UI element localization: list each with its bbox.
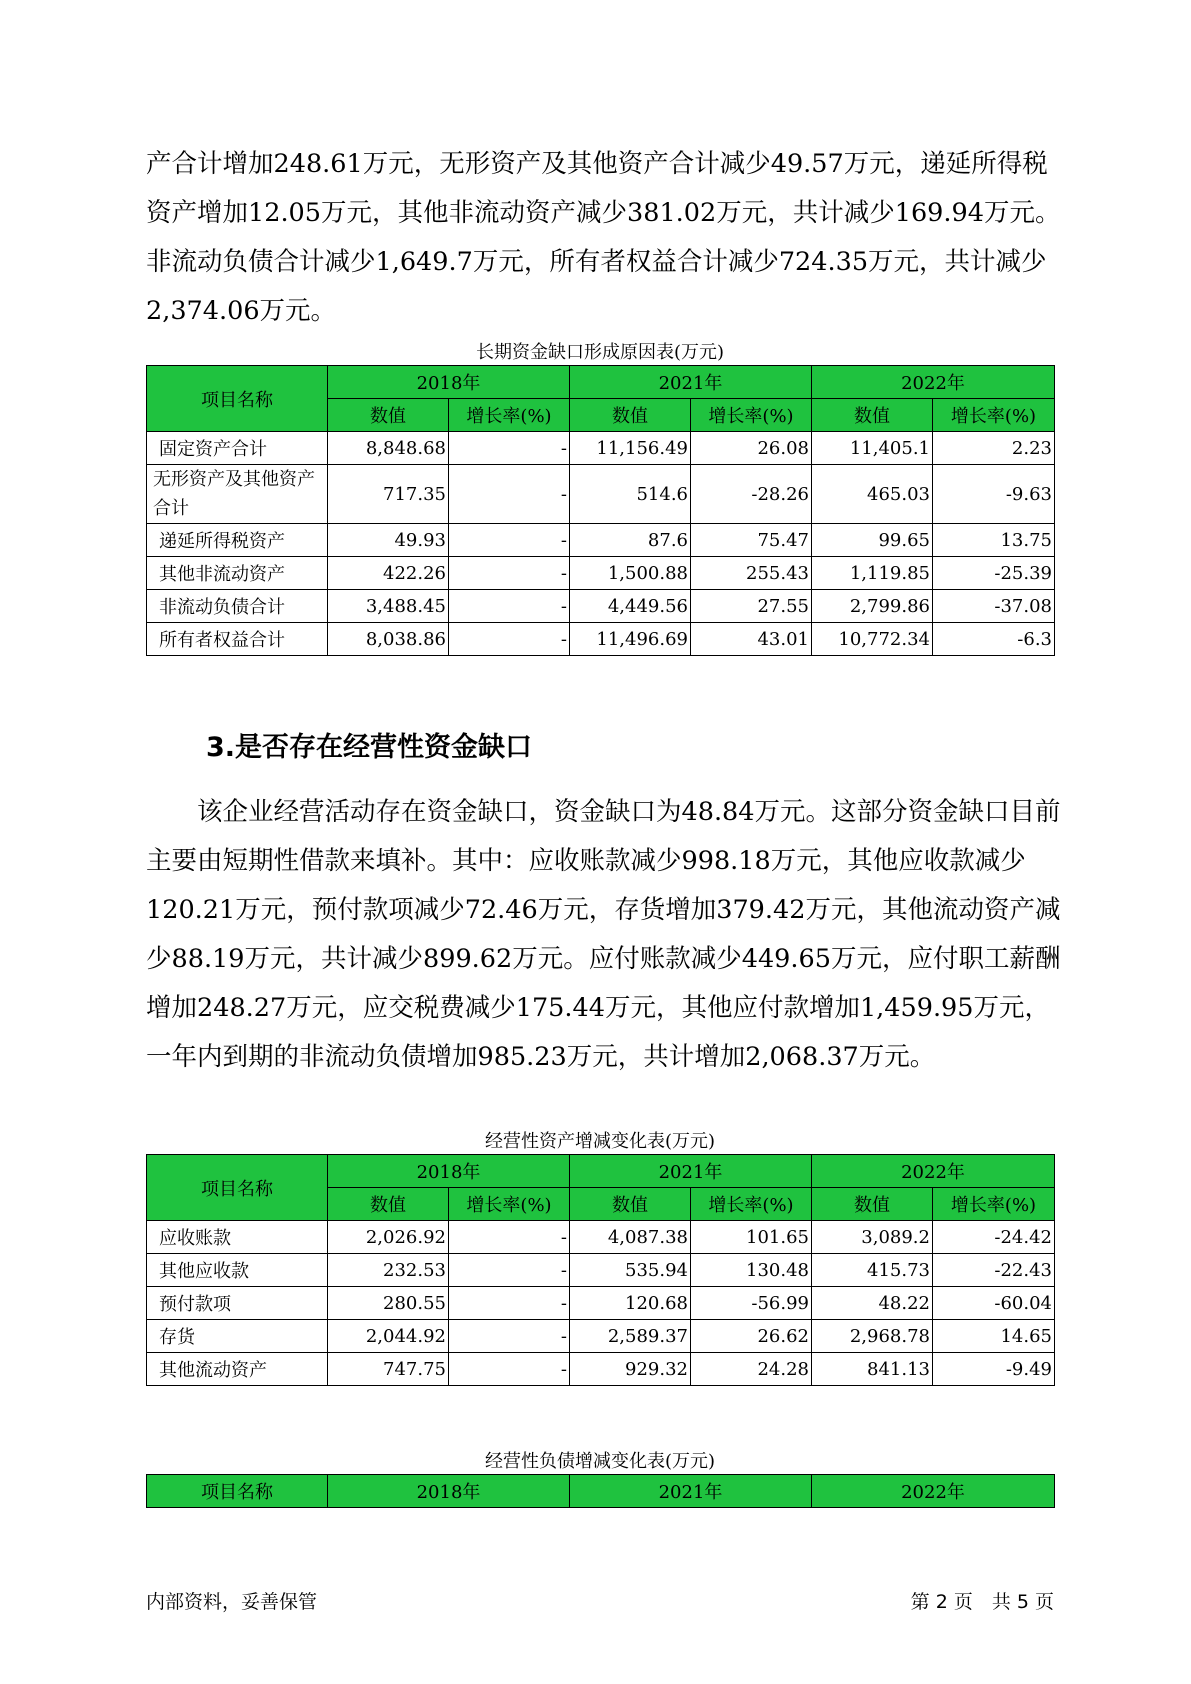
row-name: 固定资产合计 bbox=[147, 432, 328, 465]
cell-growth: 24.28 bbox=[691, 1353, 812, 1386]
year-header-2018: 2018年 bbox=[328, 366, 570, 399]
cell-value: 747.75 bbox=[328, 1353, 449, 1386]
cell-growth: 43.01 bbox=[691, 623, 812, 656]
table-row bbox=[147, 623, 1055, 656]
table-row bbox=[147, 590, 1055, 623]
item-name-header: 项目名称 bbox=[147, 366, 328, 432]
item-name-header: 项目名称 bbox=[147, 1155, 328, 1221]
cell-growth: -9.63 bbox=[933, 465, 1055, 524]
cell-value: 514.6 bbox=[570, 465, 691, 524]
cell-growth: 27.55 bbox=[691, 590, 812, 623]
cell-growth: - bbox=[449, 557, 570, 590]
table3-caption: 经营性负债增减变化表(万元) bbox=[484, 1451, 716, 1472]
cell-value: 4,449.56 bbox=[570, 590, 691, 623]
cell-value: 49.93 bbox=[328, 524, 449, 557]
value-header: 数值 bbox=[570, 1188, 691, 1221]
cell-growth: - bbox=[449, 590, 570, 623]
table-row bbox=[147, 557, 1055, 590]
row-name: 其他应收款 bbox=[147, 1254, 328, 1287]
year-header-2018: 2018年 bbox=[328, 1155, 570, 1188]
cell-value: 465.03 bbox=[812, 465, 933, 524]
row-name: 非流动负债合计 bbox=[147, 590, 328, 623]
cell-growth: - bbox=[449, 524, 570, 557]
cell-value: 3,089.2 bbox=[812, 1221, 933, 1254]
cell-growth: -28.26 bbox=[691, 465, 812, 524]
cell-value: 10,772.34 bbox=[812, 623, 933, 656]
row-name: 应收账款 bbox=[147, 1221, 328, 1254]
cell-value: 841.13 bbox=[812, 1353, 933, 1386]
value-header: 数值 bbox=[812, 1188, 933, 1221]
cell-growth: -9.49 bbox=[933, 1353, 1055, 1386]
row-name: 存货 bbox=[147, 1320, 328, 1353]
cell-growth: 13.75 bbox=[933, 524, 1055, 557]
section-paragraph: 该企业经营活动存在资金缺口，资金缺口为48.84万元。这部分资金缺口目前主要由短期性借款来填补。其中：应收账款减少998.18万元，其他应收款减少120.21万元，预付款项减少72.46万元，存货增加379.42万元，其他流动资产减少88.19万元，共计减少899.62万元。应付账款减少449.65万元，应付职工薪酬增加248.27万元，应交税费减少175.44万元，其他应付款增加1,459.95万元，一年内到期的非流动负债增加985.23万元，共计增加2,068.37万元。 bbox=[146, 797, 1061, 1072]
growth-header: 增长率(%) bbox=[449, 399, 570, 432]
section-heading: 3.是否存在经营性资金缺口 bbox=[206, 732, 533, 763]
table-row bbox=[147, 1287, 1055, 1320]
cell-value: 2,044.92 bbox=[328, 1320, 449, 1353]
cell-value: 717.35 bbox=[328, 465, 449, 524]
cell-value: 87.6 bbox=[570, 524, 691, 557]
cell-value: 11,496.69 bbox=[570, 623, 691, 656]
cell-value: 2,968.78 bbox=[812, 1320, 933, 1353]
cell-growth: 26.62 bbox=[691, 1320, 812, 1353]
cell-value: 3,488.45 bbox=[328, 590, 449, 623]
cell-value: 422.26 bbox=[328, 557, 449, 590]
row-name: 无形资产及其他资产合计 bbox=[147, 465, 328, 524]
growth-header: 增长率(%) bbox=[449, 1188, 570, 1221]
cell-growth: -24.42 bbox=[933, 1221, 1055, 1254]
value-header: 数值 bbox=[328, 1188, 449, 1221]
value-header: 数值 bbox=[570, 399, 691, 432]
row-name: 递延所得税资产 bbox=[147, 524, 328, 557]
operating-liabilities-change-table bbox=[146, 1474, 1055, 1508]
cell-value: 2,589.37 bbox=[570, 1320, 691, 1353]
cell-growth: - bbox=[449, 432, 570, 465]
cell-value: 4,087.38 bbox=[570, 1221, 691, 1254]
cell-value: 11,405.1 bbox=[812, 432, 933, 465]
cell-value: 2,026.92 bbox=[328, 1221, 449, 1254]
cell-growth: -22.43 bbox=[933, 1254, 1055, 1287]
row-name: 其他非流动资产 bbox=[147, 557, 328, 590]
cell-growth: 75.47 bbox=[691, 524, 812, 557]
cell-value: 99.65 bbox=[812, 524, 933, 557]
row-name: 其他流动资产 bbox=[147, 1353, 328, 1386]
footer-confidential-note: 内部资料，妥善保管 bbox=[146, 1591, 318, 1613]
cell-growth: - bbox=[449, 1353, 570, 1386]
table-row bbox=[147, 524, 1055, 557]
cell-growth: - bbox=[449, 1254, 570, 1287]
cell-growth: 2.23 bbox=[933, 432, 1055, 465]
table2-caption: 经营性资产增减变化表(万元) bbox=[484, 1131, 716, 1152]
cell-growth: -60.04 bbox=[933, 1287, 1055, 1320]
cell-value: 415.73 bbox=[812, 1254, 933, 1287]
cell-growth: - bbox=[449, 1221, 570, 1254]
year-header-2022: 2022年 bbox=[812, 1155, 1055, 1188]
cell-growth: 130.48 bbox=[691, 1254, 812, 1287]
cell-value: 1,119.85 bbox=[812, 557, 933, 590]
year-header-2018: 2018年 bbox=[328, 1475, 570, 1508]
cell-value: 120.68 bbox=[570, 1287, 691, 1320]
cell-value: 1,500.88 bbox=[570, 557, 691, 590]
cell-value: 232.53 bbox=[328, 1254, 449, 1287]
row-name: 所有者权益合计 bbox=[147, 623, 328, 656]
year-header-2022: 2022年 bbox=[812, 366, 1055, 399]
cell-growth: -56.99 bbox=[691, 1287, 812, 1320]
year-header-2022: 2022年 bbox=[812, 1475, 1055, 1508]
cell-value: 8,038.86 bbox=[328, 623, 449, 656]
cell-growth: -6.3 bbox=[933, 623, 1055, 656]
cell-value: 11,156.49 bbox=[570, 432, 691, 465]
value-header: 数值 bbox=[328, 399, 449, 432]
cell-growth: - bbox=[449, 465, 570, 524]
cell-value: 535.94 bbox=[570, 1254, 691, 1287]
growth-header: 增长率(%) bbox=[933, 399, 1055, 432]
table1-caption: 长期资金缺口形成原因表(万元) bbox=[475, 342, 725, 363]
growth-header: 增长率(%) bbox=[691, 1188, 812, 1221]
year-header-2021: 2021年 bbox=[570, 1475, 812, 1508]
operating-assets-change-table bbox=[146, 1154, 1055, 1386]
cell-growth: - bbox=[449, 1287, 570, 1320]
table-row bbox=[147, 1221, 1055, 1254]
growth-header: 增长率(%) bbox=[933, 1188, 1055, 1221]
cell-value: 929.32 bbox=[570, 1353, 691, 1386]
cell-value: 2,799.86 bbox=[812, 590, 933, 623]
cell-value: 280.55 bbox=[328, 1287, 449, 1320]
table-row bbox=[147, 1320, 1055, 1353]
table-row bbox=[147, 465, 1055, 524]
year-header-2021: 2021年 bbox=[570, 1155, 812, 1188]
long-term-funding-gap-table bbox=[146, 365, 1055, 656]
table-row bbox=[147, 1353, 1055, 1386]
row-name: 预付款项 bbox=[147, 1287, 328, 1320]
cell-value: 8,848.68 bbox=[328, 432, 449, 465]
cell-growth: 101.65 bbox=[691, 1221, 812, 1254]
cell-growth: 255.43 bbox=[691, 557, 812, 590]
cell-growth: - bbox=[449, 1320, 570, 1353]
cell-value: 48.22 bbox=[812, 1287, 933, 1320]
cell-growth: -25.39 bbox=[933, 557, 1055, 590]
table-row bbox=[147, 432, 1055, 465]
cell-growth: 14.65 bbox=[933, 1320, 1055, 1353]
item-name-header: 项目名称 bbox=[147, 1475, 328, 1508]
growth-header: 增长率(%) bbox=[691, 399, 812, 432]
footer-page-number: 第 2 页 共 5 页 bbox=[910, 1591, 1054, 1613]
cell-growth: - bbox=[449, 623, 570, 656]
year-header-2021: 2021年 bbox=[570, 366, 812, 399]
cell-growth: -37.08 bbox=[933, 590, 1055, 623]
value-header: 数值 bbox=[812, 399, 933, 432]
table-row bbox=[147, 1254, 1055, 1287]
intro-paragraph: 产合计增加248.61万元，无形资产及其他资产合计减少49.57万元，递延所得税资产增加12.05万元，其他非流动资产减少381.02万元，共计减少169.94万元。非流动负债合计减少1,649.7万元，所有者权益合计减少724.35万元，共计减少2,374.06万元。 bbox=[146, 149, 1061, 326]
cell-growth: 26.08 bbox=[691, 432, 812, 465]
